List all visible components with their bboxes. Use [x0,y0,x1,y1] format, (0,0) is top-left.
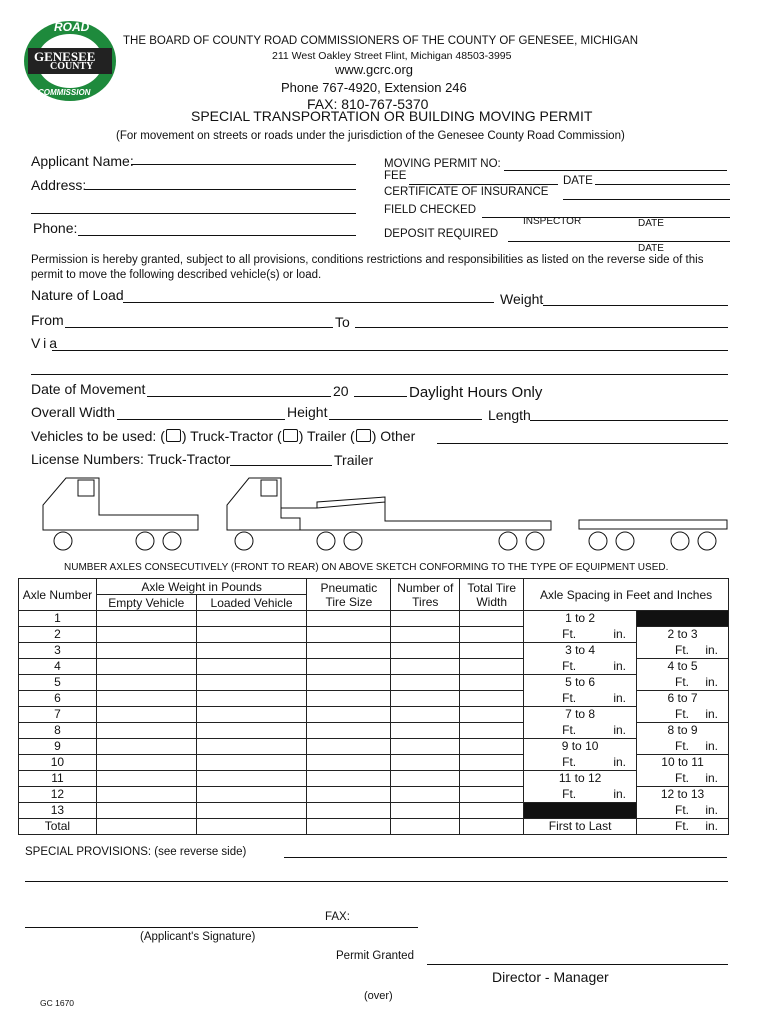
table-row [19,707,729,723]
blocked-cell [524,803,637,819]
in-label: in. [613,626,627,641]
spacing-pair-label: 1 to 2 [524,611,637,627]
in-label: in. [613,786,627,801]
empty-weight-cell[interactable] [96,803,196,819]
loaded-vehicle-header: Loaded Vehicle [196,595,307,611]
tire-count-cell[interactable] [391,771,460,787]
spacing-pair-label: 7 to 8 [524,707,637,723]
address-label: Address: [31,177,87,193]
length-field[interactable] [530,420,728,421]
empty-weight-cell[interactable] [96,643,196,659]
signature-label: (Applicant's Signature) [140,931,256,943]
tire-size-cell[interactable] [307,707,391,723]
vehicle-sketches [0,470,770,555]
logo-top-text: ROAD [54,20,90,34]
tire-width-cell[interactable] [460,803,524,819]
deposit-label: DEPOSIT REQUIRED [384,228,499,240]
permit-granted-field[interactable] [427,964,728,965]
year-field[interactable] [354,396,407,397]
org-fax: FAX: 810-767-5370 [307,96,429,112]
signature-line[interactable] [25,927,418,928]
axle-number-cell: 11 [19,771,97,787]
nature-of-load-label: Nature of Load [31,287,124,303]
axle-number-cell: 5 [19,675,97,691]
fee-date-label: DATE [563,175,593,187]
empty-weight-cell[interactable] [96,691,196,707]
daylight-label: Daylight Hours Only [409,384,543,401]
director-label: Director - Manager [492,969,609,985]
page-title: SPECIAL TRANSPORTATION OR BUILDING MOVING PERMIT [191,108,593,124]
tire-width-cell[interactable] [460,627,524,643]
applicant-name-field[interactable] [131,164,356,165]
loaded-weight-cell[interactable] [196,691,307,707]
loaded-weight-cell[interactable] [196,675,307,691]
org-address: 211 West Oakley Street Flint, Michigan 48503-3995 [272,50,512,62]
tire-count-cell[interactable] [391,755,460,771]
ft-label: Ft. [562,690,577,705]
tire-width-cell[interactable] [460,771,524,787]
tire-size-cell[interactable] [307,723,391,739]
tire-count-cell[interactable] [391,659,460,675]
via-field[interactable] [52,350,728,351]
axle-number-cell: 2 [19,627,97,643]
ft-label: Ft. [675,642,690,657]
special-provisions-field-2[interactable] [25,881,728,882]
tire-width-cell[interactable] [460,707,524,723]
table-row [19,691,729,707]
to-label: To [335,314,350,330]
phone-label: Phone: [33,220,78,236]
spacing-ft-in-cell[interactable] [637,707,729,723]
tire-width-cell[interactable] [460,659,524,675]
loaded-weight-cell[interactable] [196,739,307,755]
tire-size-cell[interactable] [307,611,391,627]
length-label: Length [488,407,531,423]
nature-of-load-field[interactable] [123,302,494,303]
axle-number-cell: 10 [19,755,97,771]
to-field[interactable] [355,327,728,328]
in-label: in. [613,722,627,737]
in-label: in. [705,706,718,721]
height-label: Height [287,404,328,420]
fee-date-field[interactable] [595,184,730,185]
axle-note: NUMBER AXLES CONSECUTIVELY (FRONT TO REAR) ON ABOVE SKETCH CONFORMING TO THE TYPE OF EQUIPMENT USED. [64,562,669,573]
address-field-2[interactable] [31,213,356,214]
tire-width-cell[interactable] [460,611,524,627]
empty-weight-cell[interactable] [96,723,196,739]
in-label: in. [705,770,718,785]
other-vehicle-field[interactable] [437,443,728,444]
axle-number-cell: 12 [19,787,97,803]
pneumatic-header [307,579,391,611]
loaded-weight-cell[interactable] [196,803,307,819]
tire-size-cell[interactable] [307,771,391,787]
spacing-pair-label: 9 to 10 [524,739,637,755]
in-label: in. [705,738,718,753]
fee-label: FEE [384,170,407,182]
tire-size-cell[interactable] [307,627,391,643]
spacing-pair-label: 10 to 11 [637,755,729,771]
date-of-movement-label: Date of Movement [31,381,146,397]
in-label: in. [613,690,627,705]
tire-count-cell[interactable] [391,691,460,707]
spacing-pair-label: 3 to 4 [524,643,637,659]
loaded-weight-cell[interactable] [196,643,307,659]
table-row [19,659,729,675]
weight-label: Weight [500,291,544,307]
trailer-license-label: Trailer [334,452,374,468]
number-tires-header [391,579,460,611]
org-name: THE BOARD OF COUNTY ROAD COMMISSIONERS OF THE COUNTY OF GENESEE, MICHIGAN [123,35,638,47]
table-row [19,787,729,803]
in-label: in. [705,674,718,689]
loaded-weight-cell[interactable] [196,707,307,723]
truck-tractor-label: ) Truck-Tractor ( [181,428,282,444]
road-commission-logo [18,18,122,104]
tire-count-cell[interactable] [391,739,460,755]
in-label: in. [613,754,627,769]
tire-size-cell[interactable] [307,755,391,771]
tire-size-cell[interactable] [307,675,391,691]
axle-number-cell: 1 [19,611,97,627]
ft-label: Ft. [562,786,577,801]
deposit-date-label: DATE [638,243,664,254]
spacing-pair-label: 12 to 13 [637,787,729,803]
via-label: Via [31,335,60,351]
address-field-1[interactable] [84,189,356,190]
loaded-weight-cell[interactable] [196,755,307,771]
spacing-ft-in-cell[interactable] [637,803,729,819]
ft-label: Ft. [562,658,577,673]
pneumatic-label: Pneumatic [320,580,378,595]
tire-width-cell[interactable] [460,691,524,707]
insurance-label: CERTIFICATE OF INSURANCE [384,186,549,198]
vehicles-label: Vehicles to be used: ( [31,428,165,444]
empty-weight-cell[interactable] [96,627,196,643]
trailer-label: ) Trailer ( [298,428,355,444]
total-tire-label: Total Tire [467,580,517,595]
spacing-pair-label: 4 to 5 [637,659,729,675]
tire-count-cell[interactable] [391,803,460,819]
tire-count-cell[interactable] [391,627,460,643]
ft-label: Ft. [675,674,690,689]
overall-width-field[interactable] [117,419,285,420]
fax-label: FAX: [325,911,350,923]
loaded-weight-cell[interactable] [196,627,307,643]
other-label: ) Other [371,428,416,444]
number-of-label: Number of [397,580,454,595]
org-phone: Phone 767-4920, Extension 246 [281,80,467,95]
axle-number-cell: 13 [19,803,97,819]
tire-size-cell[interactable] [307,819,391,835]
in-label: in. [613,658,627,673]
in-label: in. [705,802,718,817]
empty-vehicle-header: Empty Vehicle [96,595,196,611]
empty-weight-cell[interactable] [96,787,196,803]
logo-name2: COUNTY [50,61,94,72]
applicant-name-label: Applicant Name: [31,153,134,169]
spacing-ft-in-cell[interactable] [524,787,637,803]
field-checked-field[interactable] [482,217,730,218]
loaded-weight-cell[interactable] [196,659,307,675]
tire-count-cell[interactable] [391,707,460,723]
axle-table [18,578,729,835]
trailer-checkbox[interactable] [283,429,298,442]
axle-number-cell: 9 [19,739,97,755]
tire-count-cell[interactable] [391,723,460,739]
other-checkbox[interactable] [356,429,371,442]
tire-width-cell[interactable] [460,739,524,755]
table-row [19,755,729,771]
axle-number-cell: 8 [19,723,97,739]
blocked-cell [637,611,729,627]
tire-width-cell[interactable] [460,787,524,803]
inspector-label: INSPECTOR [523,216,582,227]
tires-label: Tires [412,594,439,609]
spacing-pair-label: 2 to 3 [637,627,729,643]
ft-label: Ft. [562,626,577,641]
tire-count-cell[interactable] [391,787,460,803]
special-provisions-field[interactable] [284,857,727,858]
in-label: in. [705,642,718,657]
table-row [19,739,729,755]
tire-count-cell[interactable] [391,643,460,659]
insurance-field[interactable] [563,199,730,200]
spacing-header: Axle Spacing in Feet and Inches [524,579,729,611]
empty-weight-cell[interactable] [96,755,196,771]
tire-width-header [460,579,524,611]
tire-size-cell[interactable] [307,691,391,707]
ft-label: Ft. [562,754,577,769]
inspector-date-label: DATE [638,218,664,229]
axle-number-header: Axle Number [19,579,97,611]
ft-label: Ft. [675,706,690,721]
loaded-weight-cell[interactable] [196,771,307,787]
empty-weight-cell[interactable] [96,771,196,787]
table-row [19,675,729,691]
table-row [19,771,729,787]
permit-no-label: MOVING PERMIT NO: [384,158,501,170]
tire-size-label: Tire Size [325,594,373,609]
table-row [19,643,729,659]
fee-field[interactable] [409,184,558,185]
empty-weight-cell[interactable] [96,707,196,723]
axle-number-cell: Total [19,819,97,835]
table-row [19,627,729,643]
spacing-ft-in-cell[interactable] [524,691,637,707]
empty-weight-cell[interactable] [96,739,196,755]
truck-sketch-2 [227,478,551,550]
truck-license-field[interactable] [230,465,332,466]
from-label: From [31,312,64,328]
spacing-ft-in-cell[interactable] [637,739,729,755]
permit-granted-label: Permit Granted [336,950,414,962]
over-label: (over) [364,990,393,1002]
empty-weight-cell[interactable] [96,819,196,835]
date-of-movement-field[interactable] [147,396,331,397]
empty-weight-cell[interactable] [96,611,196,627]
ft-label: Ft. [675,738,690,753]
spacing-ft-in-cell[interactable] [637,675,729,691]
logo-name1: GENESEE [34,49,96,64]
ft-label: Ft. [562,722,577,737]
truck-tractor-checkbox[interactable] [166,429,181,442]
tire-width-cell[interactable] [460,819,524,835]
axle-weight-header: Axle Weight in Pounds [96,579,307,595]
spacing-ft-in-cell[interactable] [524,723,637,739]
axle-number-cell: 3 [19,643,97,659]
spacing-ft-in-cell[interactable] [524,659,637,675]
license-label: License Numbers: Truck-Tractor [31,451,231,467]
weight-field[interactable] [543,305,728,306]
loaded-weight-cell[interactable] [196,819,307,835]
empty-weight-cell[interactable] [96,675,196,691]
spacing-pair-label: 11 to 12 [524,771,637,787]
via-field-2[interactable] [31,374,728,375]
tire-size-cell[interactable] [307,787,391,803]
spacing-ft-in-cell[interactable] [637,771,729,787]
tire-width-cell[interactable] [460,675,524,691]
form-number: GC 1670 [40,998,75,1008]
ft-label: Ft. [675,802,690,817]
tire-size-cell[interactable] [307,643,391,659]
table-row [19,803,729,819]
tire-width-cell[interactable] [460,723,524,739]
tire-size-cell[interactable] [307,659,391,675]
tire-width-cell[interactable] [460,755,524,771]
axle-number-cell: 6 [19,691,97,707]
tire-count-cell[interactable] [391,819,460,835]
field-checked-label: FIELD CHECKED [384,204,477,216]
tire-count-cell[interactable] [391,675,460,691]
first-to-last-cell: First to Last [524,819,637,835]
spacing-ft-in-cell[interactable] [637,643,729,659]
spacing-pair-label: 6 to 7 [637,691,729,707]
ft-label: Ft. [675,819,690,833]
table-row [19,819,729,835]
permission-text: Permission is hereby granted, subject to all provisions, conditions restrictions and responsibilities as listed on the reverse side of this permit to move the following described vehicle(s) or load. [31,254,704,281]
height-field[interactable] [329,419,482,420]
spacing-pair-label: 8 to 9 [637,723,729,739]
logo-bottom-text: COMMISSION [38,88,91,97]
ft-label: Ft. [675,770,690,785]
spacing-ft-in-cell[interactable] [524,755,637,771]
spacing-ft-in-cell[interactable] [524,627,637,643]
special-provisions-label: SPECIAL PROVISIONS: (see reverse side) [25,846,247,858]
tire-count-cell[interactable] [391,611,460,627]
tire-size-cell[interactable] [307,739,391,755]
permit-no-field[interactable] [504,170,727,171]
axle-number-cell: 4 [19,659,97,675]
loaded-weight-cell[interactable] [196,723,307,739]
overall-width-label: Overall Width [31,404,116,420]
year-label: 20 [333,383,349,399]
table-row [19,723,729,739]
empty-weight-cell[interactable] [96,659,196,675]
in-label: in. [705,819,718,833]
tire-size-cell[interactable] [307,803,391,819]
org-website: www.gcrc.org [335,62,414,77]
spacing-pair-label: 5 to 6 [524,675,637,691]
axle-number-cell: 7 [19,707,97,723]
table-row [19,611,729,627]
truck-sketch-1 [43,478,198,550]
trailer-sketch-3 [579,520,727,550]
phone-field[interactable] [78,235,356,236]
page-subtitle: (For movement on streets or roads under the jurisdiction of the Genesee County Road Commission) [116,130,625,142]
spacing-ft-in-cell[interactable] [637,819,729,835]
loaded-weight-cell[interactable] [196,787,307,803]
deposit-field[interactable] [508,241,730,242]
tire-width-cell[interactable] [460,643,524,659]
width-label: Width [476,594,508,609]
from-field[interactable] [65,327,333,328]
loaded-weight-cell[interactable] [196,611,307,627]
vehicles-row [31,428,415,444]
